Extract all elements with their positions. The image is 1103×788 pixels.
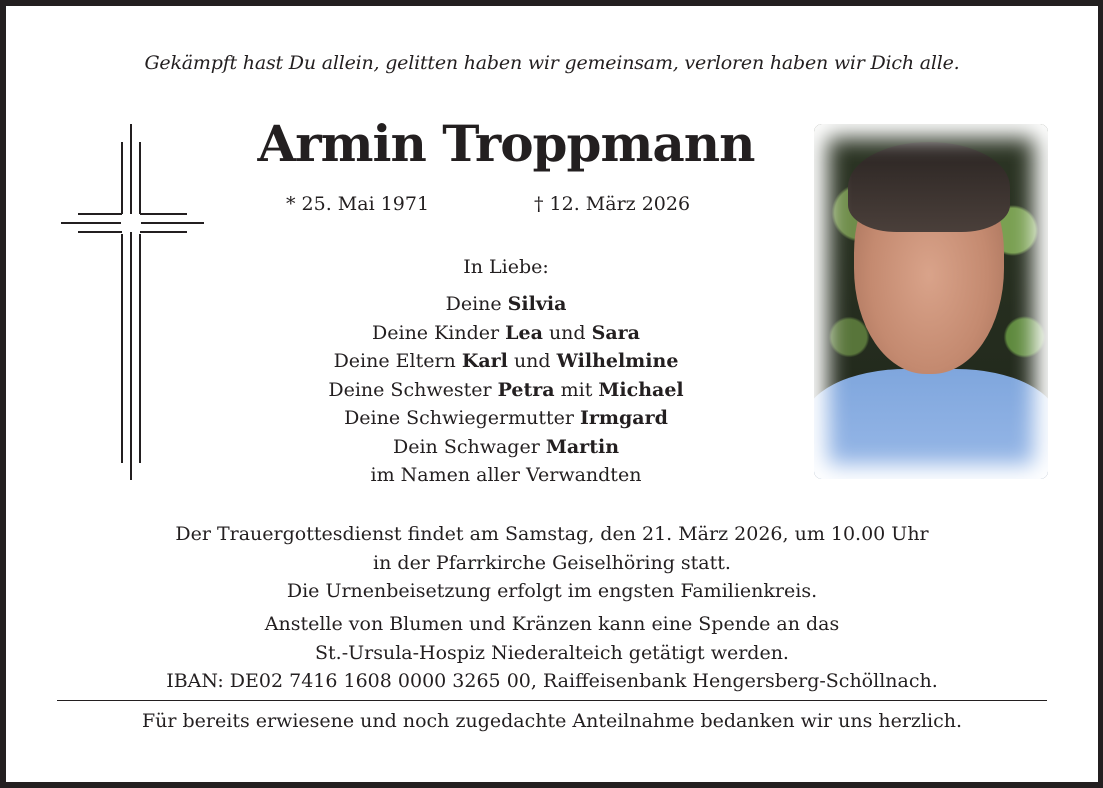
service-line: Der Trauergottesdienst findet am Samstag, den 21. März 2026, um 10.00 Uhr bbox=[175, 523, 929, 545]
mourners-list bbox=[206, 290, 806, 490]
service-line: in der Pfarrkirche Geiselhöring statt. bbox=[373, 551, 731, 574]
donation-iban-line: IBAN: DE02 7416 1608 0000 3265 00, Raiffeisenbank Hengersberg-Schöllnach. bbox=[166, 670, 938, 692]
birth-date: * 25. Mai 1971 bbox=[286, 193, 430, 215]
mourners-intro: In Liebe: bbox=[463, 256, 549, 278]
donation-line: Anstelle von Blumen und Kränzen kann eine Spende an das bbox=[264, 613, 840, 635]
mourner-line: Deine Kinder Lea und Sara bbox=[372, 321, 640, 344]
mourner-line: Deine Schwester Petra mit Michael bbox=[328, 378, 684, 401]
photo-vignette bbox=[814, 124, 1048, 479]
thanks-line: Für bereits erwiesene und noch zugedachte Anteilnahme bedanken wir uns herzlich. bbox=[141, 710, 963, 732]
divider bbox=[57, 700, 1047, 701]
service-line: Die Urnenbeisetzung erfolgt im engsten Familienkreis. bbox=[286, 580, 818, 602]
death-date: † 12. März 2026 bbox=[534, 193, 691, 215]
cross-icon bbox=[56, 122, 206, 482]
deceased-name: Armin Troppmann bbox=[257, 114, 755, 173]
obituary-card bbox=[6, 6, 1098, 782]
donation-line: St.-Ursula-Hospiz Niederalteich getätigt werden. bbox=[315, 641, 789, 664]
motto: Gekämpft hast Du allein, gelitten haben wir gemeinsam, verloren haben wir Dich alle. bbox=[144, 52, 960, 74]
mourner-line: Dein Schwager Martin bbox=[392, 435, 620, 458]
mourner-line: Deine Eltern Karl und Wilhelmine bbox=[333, 350, 679, 372]
mourners-closing: im Namen aller Verwandten bbox=[370, 464, 642, 486]
portrait-photo bbox=[814, 124, 1048, 479]
service-info bbox=[6, 520, 1098, 606]
mourner-line: Deine Silvia bbox=[445, 293, 567, 315]
mourner-line: Deine Schwiegermutter Irmgard bbox=[344, 407, 668, 429]
donation-info bbox=[6, 610, 1098, 696]
